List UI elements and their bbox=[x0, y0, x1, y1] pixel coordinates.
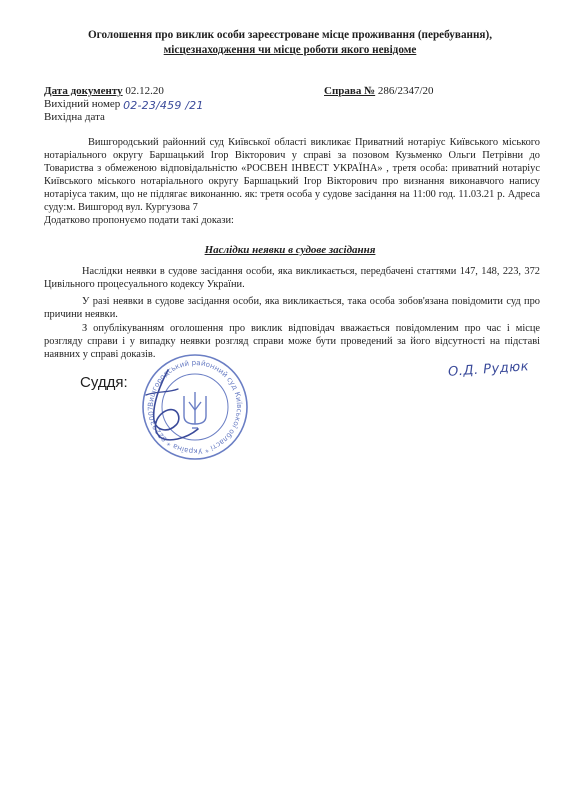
outgoing-date bbox=[44, 110, 105, 124]
judge-name: О.Д. Рудюк bbox=[447, 359, 530, 380]
absence-paragraph: У разі неявки в судове засідання особи, яка викликається, така особа зобов'язана повідомити суд про причини неявки. bbox=[44, 296, 540, 320]
document-date bbox=[44, 84, 164, 98]
document-title bbox=[40, 28, 540, 58]
section-title: Наслідки неявки в судове засідання bbox=[204, 244, 376, 256]
case-number-value: 286/2347/20 bbox=[377, 85, 434, 97]
outgoing-date-label: Вихідна дата bbox=[44, 111, 105, 123]
main-paragraph: Вишгородський районний суд Київської області викликає Приватний нотаріус Київського міського нотаріального округу Баршацький Ігор Вікторович у справі за позовом Кузьменко Ольги Петрівни до Товариства з обмеженою відповідальністю «РОСВЕН ІНВЕСТ УКРАЇНА» , третя особа: приватний нотаріус Київського міського нотаріального округу Баршацький Ігор Вікторович про визнання виконавчого напису нотаріуса таким, що не підлягає виконанню. як: третя особа у судове засідання на 11:00 год. 11.03.21 р. Адреса суду:м. Вишгород вул. Кургузова 7 bbox=[44, 137, 540, 213]
outgoing-number bbox=[44, 97, 204, 111]
judge-label: Суддя: bbox=[80, 374, 128, 391]
title-line-1: Оголошення про виклик особи зареєстроване місце проживання (перебування), bbox=[87, 29, 493, 41]
case-number bbox=[324, 84, 434, 98]
outgoing-number-value: 02-23/459 /21 bbox=[123, 99, 204, 112]
publication-paragraph: З опублікуванням оголошення про виклик відповідач вважається повідомленим про час і місце розгляду справи і у випадку неявки розгляд справи може бути проведений за його відсутності на підставі наявних у справі доказів. bbox=[44, 323, 540, 360]
judge-signature bbox=[138, 365, 208, 445]
outgoing-number-label: Вихідний номер bbox=[44, 98, 121, 110]
evidence-line: Додатково пропонуємо подати такі докази: bbox=[44, 215, 234, 226]
consequences-paragraph: Наслідки неявки в судове засідання особи, яка викликається, передбачені статтями 147, 148, 223, 372 Цивільного процесуального кодексу України. bbox=[44, 266, 540, 290]
case-number-label: Справа № bbox=[324, 85, 376, 97]
stamp-text: Вишгородський районний суд Київської області * Україна * 02293007 bbox=[145, 357, 245, 457]
document-date-value: 02.12.20 bbox=[125, 85, 164, 97]
document-date-label: Дата документу bbox=[44, 85, 123, 97]
title-line-2: місцезнаходження чи місце роботи якого невідоме bbox=[163, 44, 417, 56]
